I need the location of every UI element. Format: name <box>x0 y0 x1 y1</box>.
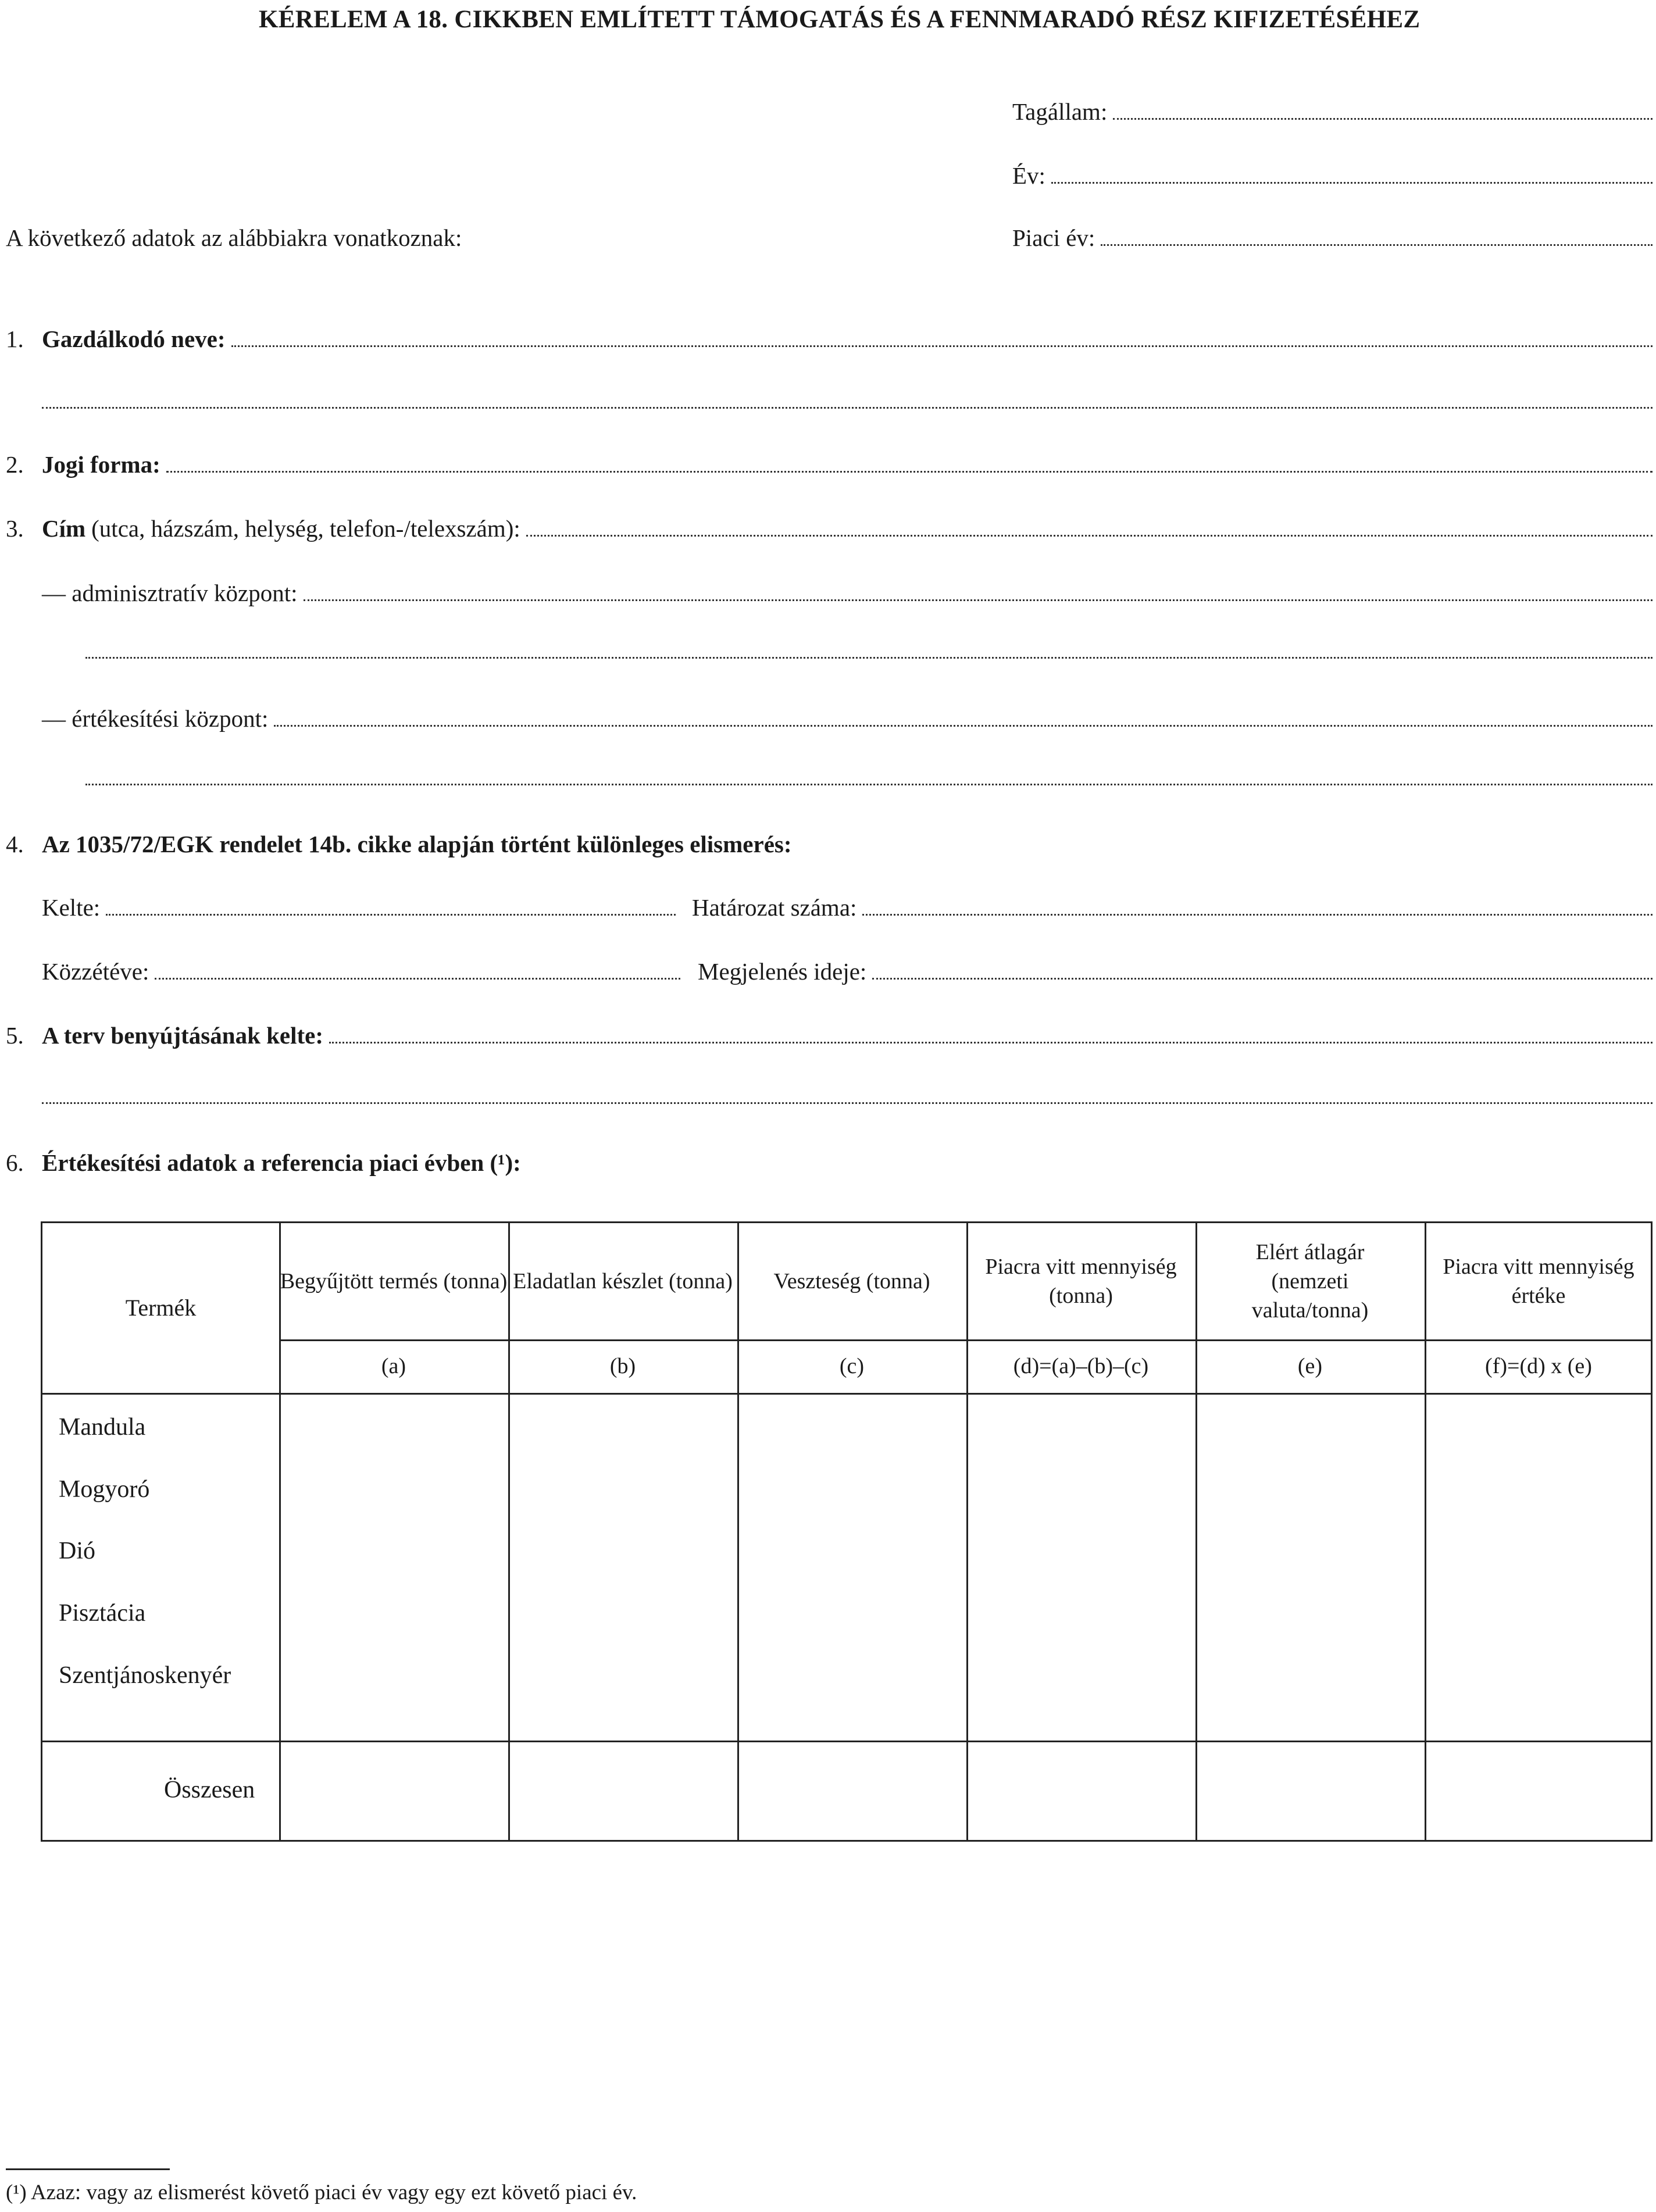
footnote: (¹) Azaz: vagy az elismerést követő piaci év vagy egy ezt követő piaci év. <box>6 2181 637 2204</box>
column-header-marketed-value: Piacra vitt mennyiség értéke <box>1443 1255 1634 1308</box>
product-row-label: Pisztácia <box>59 1600 146 1627</box>
column-code-e: (e) <box>1297 1354 1323 1378</box>
member-state-field[interactable] <box>1012 100 1653 124</box>
recognition-date-label: Kelte: <box>42 894 101 921</box>
footnote-rule <box>6 2168 170 2170</box>
product-row-label: Dió <box>59 1538 95 1564</box>
market-year-field[interactable] <box>1012 226 1653 250</box>
farmer-name-continuation[interactable] <box>42 389 1653 413</box>
member-state-label: Tagállam: <box>1012 98 1108 125</box>
column-header-unsold-stock: Eladatlan készlet (tonna) <box>513 1269 733 1293</box>
decision-number-label: Határozat száma: <box>692 894 857 921</box>
legal-form-label: Jogi forma: <box>42 451 160 478</box>
plan-submission-field[interactable] <box>6 1024 1653 1048</box>
sales-data-label: Értékesítési adatok a referencia piaci évben (¹): <box>42 1149 521 1176</box>
table-divider <box>42 1741 1653 1742</box>
plan-submission-continuation[interactable] <box>42 1085 1653 1108</box>
section-2-number: 2. <box>6 451 24 478</box>
column-code-f: (f)=(d) x (e) <box>1485 1354 1592 1378</box>
section-1-number: 1. <box>6 326 24 352</box>
column-code-b: (b) <box>609 1354 636 1378</box>
column-code-a: (a) <box>381 1354 406 1378</box>
column-header-loss: Veszteség (tonna) <box>773 1269 930 1293</box>
column-code-d: (d)=(a)–(b)–(c) <box>1013 1354 1149 1378</box>
market-year-label: Piaci év: <box>1012 224 1095 251</box>
recognition-date-field[interactable] <box>42 896 676 920</box>
decision-number-field[interactable] <box>692 896 1653 920</box>
section-3-number: 3. <box>6 515 24 542</box>
sales-center-label: — értékesítési központ: <box>42 705 269 732</box>
farmer-name-field[interactable] <box>6 327 1653 351</box>
plan-submission-label: A terv benyújtásának kelte: <box>42 1022 324 1049</box>
sales-center-continuation[interactable] <box>85 766 1653 789</box>
column-header-marketed-quantity: Piacra vitt mennyiség (tonna) <box>985 1255 1177 1308</box>
sales-data-table <box>41 1221 1653 1842</box>
product-row-label: Szentjánoskenyér <box>59 1662 231 1689</box>
intro-text: A következő adatok az alábbiakra vonatkoznak: <box>6 224 462 251</box>
column-header-harvest: Begyűjtött termés (tonna) <box>280 1269 508 1293</box>
page-title: KÉRELEM A 18. CIKKBEN EMLÍTETT TÁMOGATÁS ÉS A FENNMARADÓ RÉSZ KIFIZETÉSÉHEZ <box>259 6 1421 33</box>
total-row-label: Összesen <box>164 1777 255 1803</box>
sales-center-field[interactable] <box>42 707 1653 731</box>
farmer-name-label: Gazdálkodó neve: <box>42 326 226 352</box>
year-label: Év: <box>1012 162 1045 189</box>
appearance-date-label: Megjelenés ideje: <box>698 958 867 985</box>
recognition-label: Az 1035/72/EGK rendelet 14b. cikke alapján történt különleges elismerés: <box>42 831 792 857</box>
section-5-number: 5. <box>6 1022 24 1049</box>
address-sublabel: (utca, házszám, helység, telefon-/telexszám): <box>91 515 520 542</box>
address-label: Cím <box>42 515 86 542</box>
published-label: Közzétéve: <box>42 958 149 985</box>
admin-center-label: — adminisztratív központ: <box>42 580 298 606</box>
table-divider <box>42 1393 1653 1395</box>
section-4-number: 4. <box>6 831 24 857</box>
published-field[interactable] <box>42 960 680 984</box>
section-4-heading <box>6 832 792 856</box>
admin-center-field[interactable] <box>42 581 1653 605</box>
product-header: Termék <box>125 1295 197 1321</box>
year-field[interactable] <box>1012 164 1653 188</box>
column-header-average-price: Elért átlagár (nemzeti valuta/tonna) <box>1251 1240 1369 1323</box>
appearance-date-field[interactable] <box>698 960 1653 984</box>
address-field[interactable] <box>6 517 1653 541</box>
section-6-heading <box>6 1151 521 1175</box>
product-row-label: Mandula <box>59 1414 146 1441</box>
product-row-label: Mogyoró <box>59 1476 150 1503</box>
section-6-number: 6. <box>6 1149 24 1176</box>
column-code-c: (c) <box>839 1354 865 1378</box>
admin-center-continuation[interactable] <box>85 639 1653 663</box>
legal-form-field[interactable] <box>6 453 1653 477</box>
